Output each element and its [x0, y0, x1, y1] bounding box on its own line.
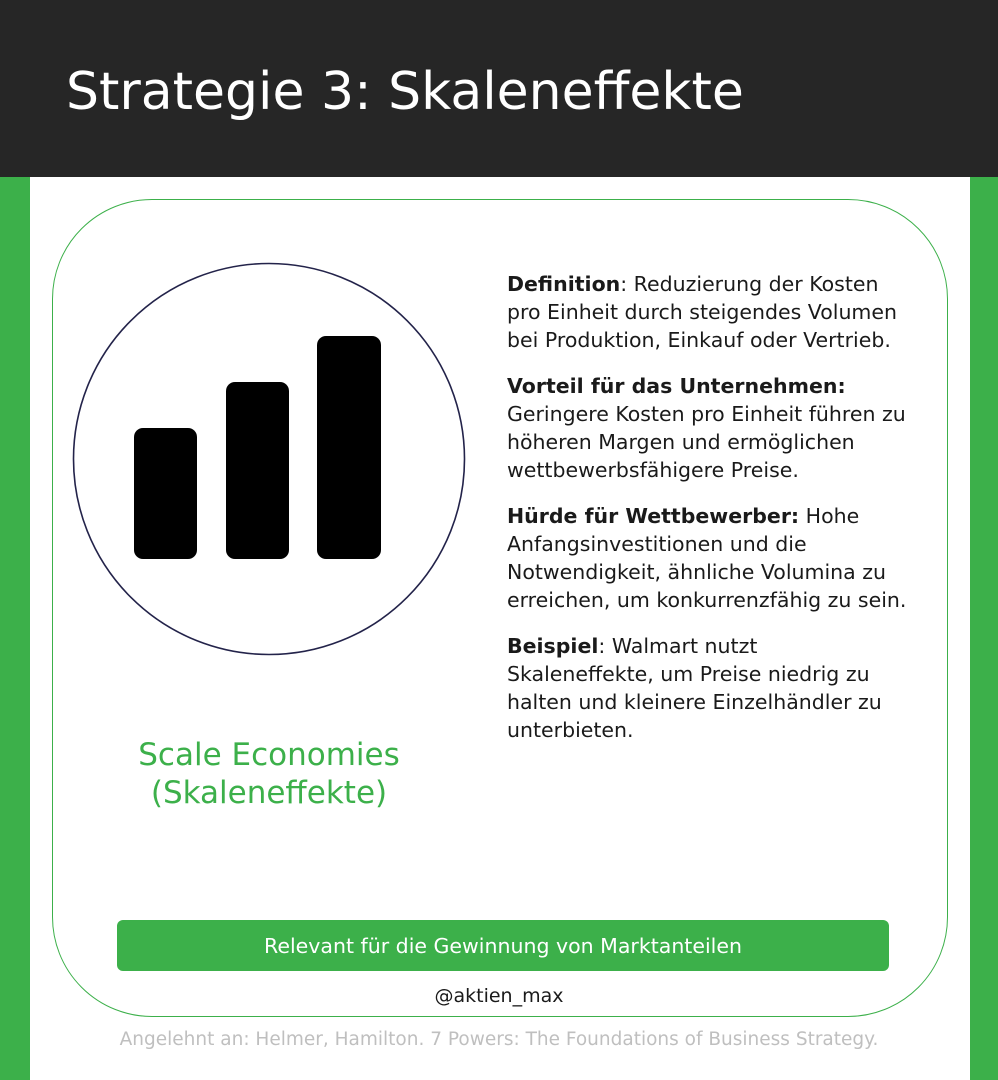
author-handle: @aktien_max — [434, 985, 564, 1007]
advantage-text: Geringere Kosten pro Einheit führen zu höheren Margen und ermöglichen wettbewerbsfähigere Preise. — [507, 402, 906, 482]
definition-text: : Reduzierung der Kosten pro Einheit durch steigendes Volumen bei Produktion, Einkauf oder Vertrieb. — [507, 272, 898, 352]
relevance-banner — [117, 920, 889, 971]
relevance-banner-text: Relevant für die Gewinnung von Marktanteilen — [264, 933, 742, 958]
definition-label: Definition — [507, 272, 621, 296]
left-accent-bar — [0, 177, 30, 1080]
right-accent-bar — [970, 177, 998, 1080]
example-text: : Walmart nutzt Skaleneffekte, um Preise niedrig zu halten und kleinere Einzelhändler zu unterbieten. — [507, 634, 882, 742]
bar-tall — [317, 336, 381, 559]
definition-paragraph — [507, 270, 907, 354]
barrier-label: Hürde für Wettbewerber: — [507, 504, 800, 528]
bar-short — [134, 428, 197, 559]
page-title: Strategie 3: Skaleneffekte — [66, 62, 744, 122]
example-paragraph — [507, 632, 907, 744]
advantage-paragraph — [507, 372, 907, 484]
example-label: Beispiel — [507, 634, 599, 658]
concept-title-line2: (Skaleneffekte) — [150, 775, 388, 811]
source-citation: Angelehnt an: Helmer, Hamilton. 7 Powers: The Foundations of Business Strategy. — [119, 1029, 879, 1050]
concept-title-line1: Scale Economies — [138, 737, 400, 773]
concept-title — [72, 736, 466, 812]
barrier-text: Hohe Anfangsinvestitionen und die Notwendigkeit, ähnliche Volumina zu erreichen, um konkurrenzfähig zu sein. — [507, 504, 907, 612]
header — [0, 0, 998, 177]
bar-chart-icon — [72, 262, 466, 656]
barrier-paragraph — [507, 502, 907, 614]
description-block — [507, 270, 907, 762]
bar-medium — [226, 382, 289, 559]
advantage-label: Vorteil für das Unternehmen: — [507, 374, 846, 398]
